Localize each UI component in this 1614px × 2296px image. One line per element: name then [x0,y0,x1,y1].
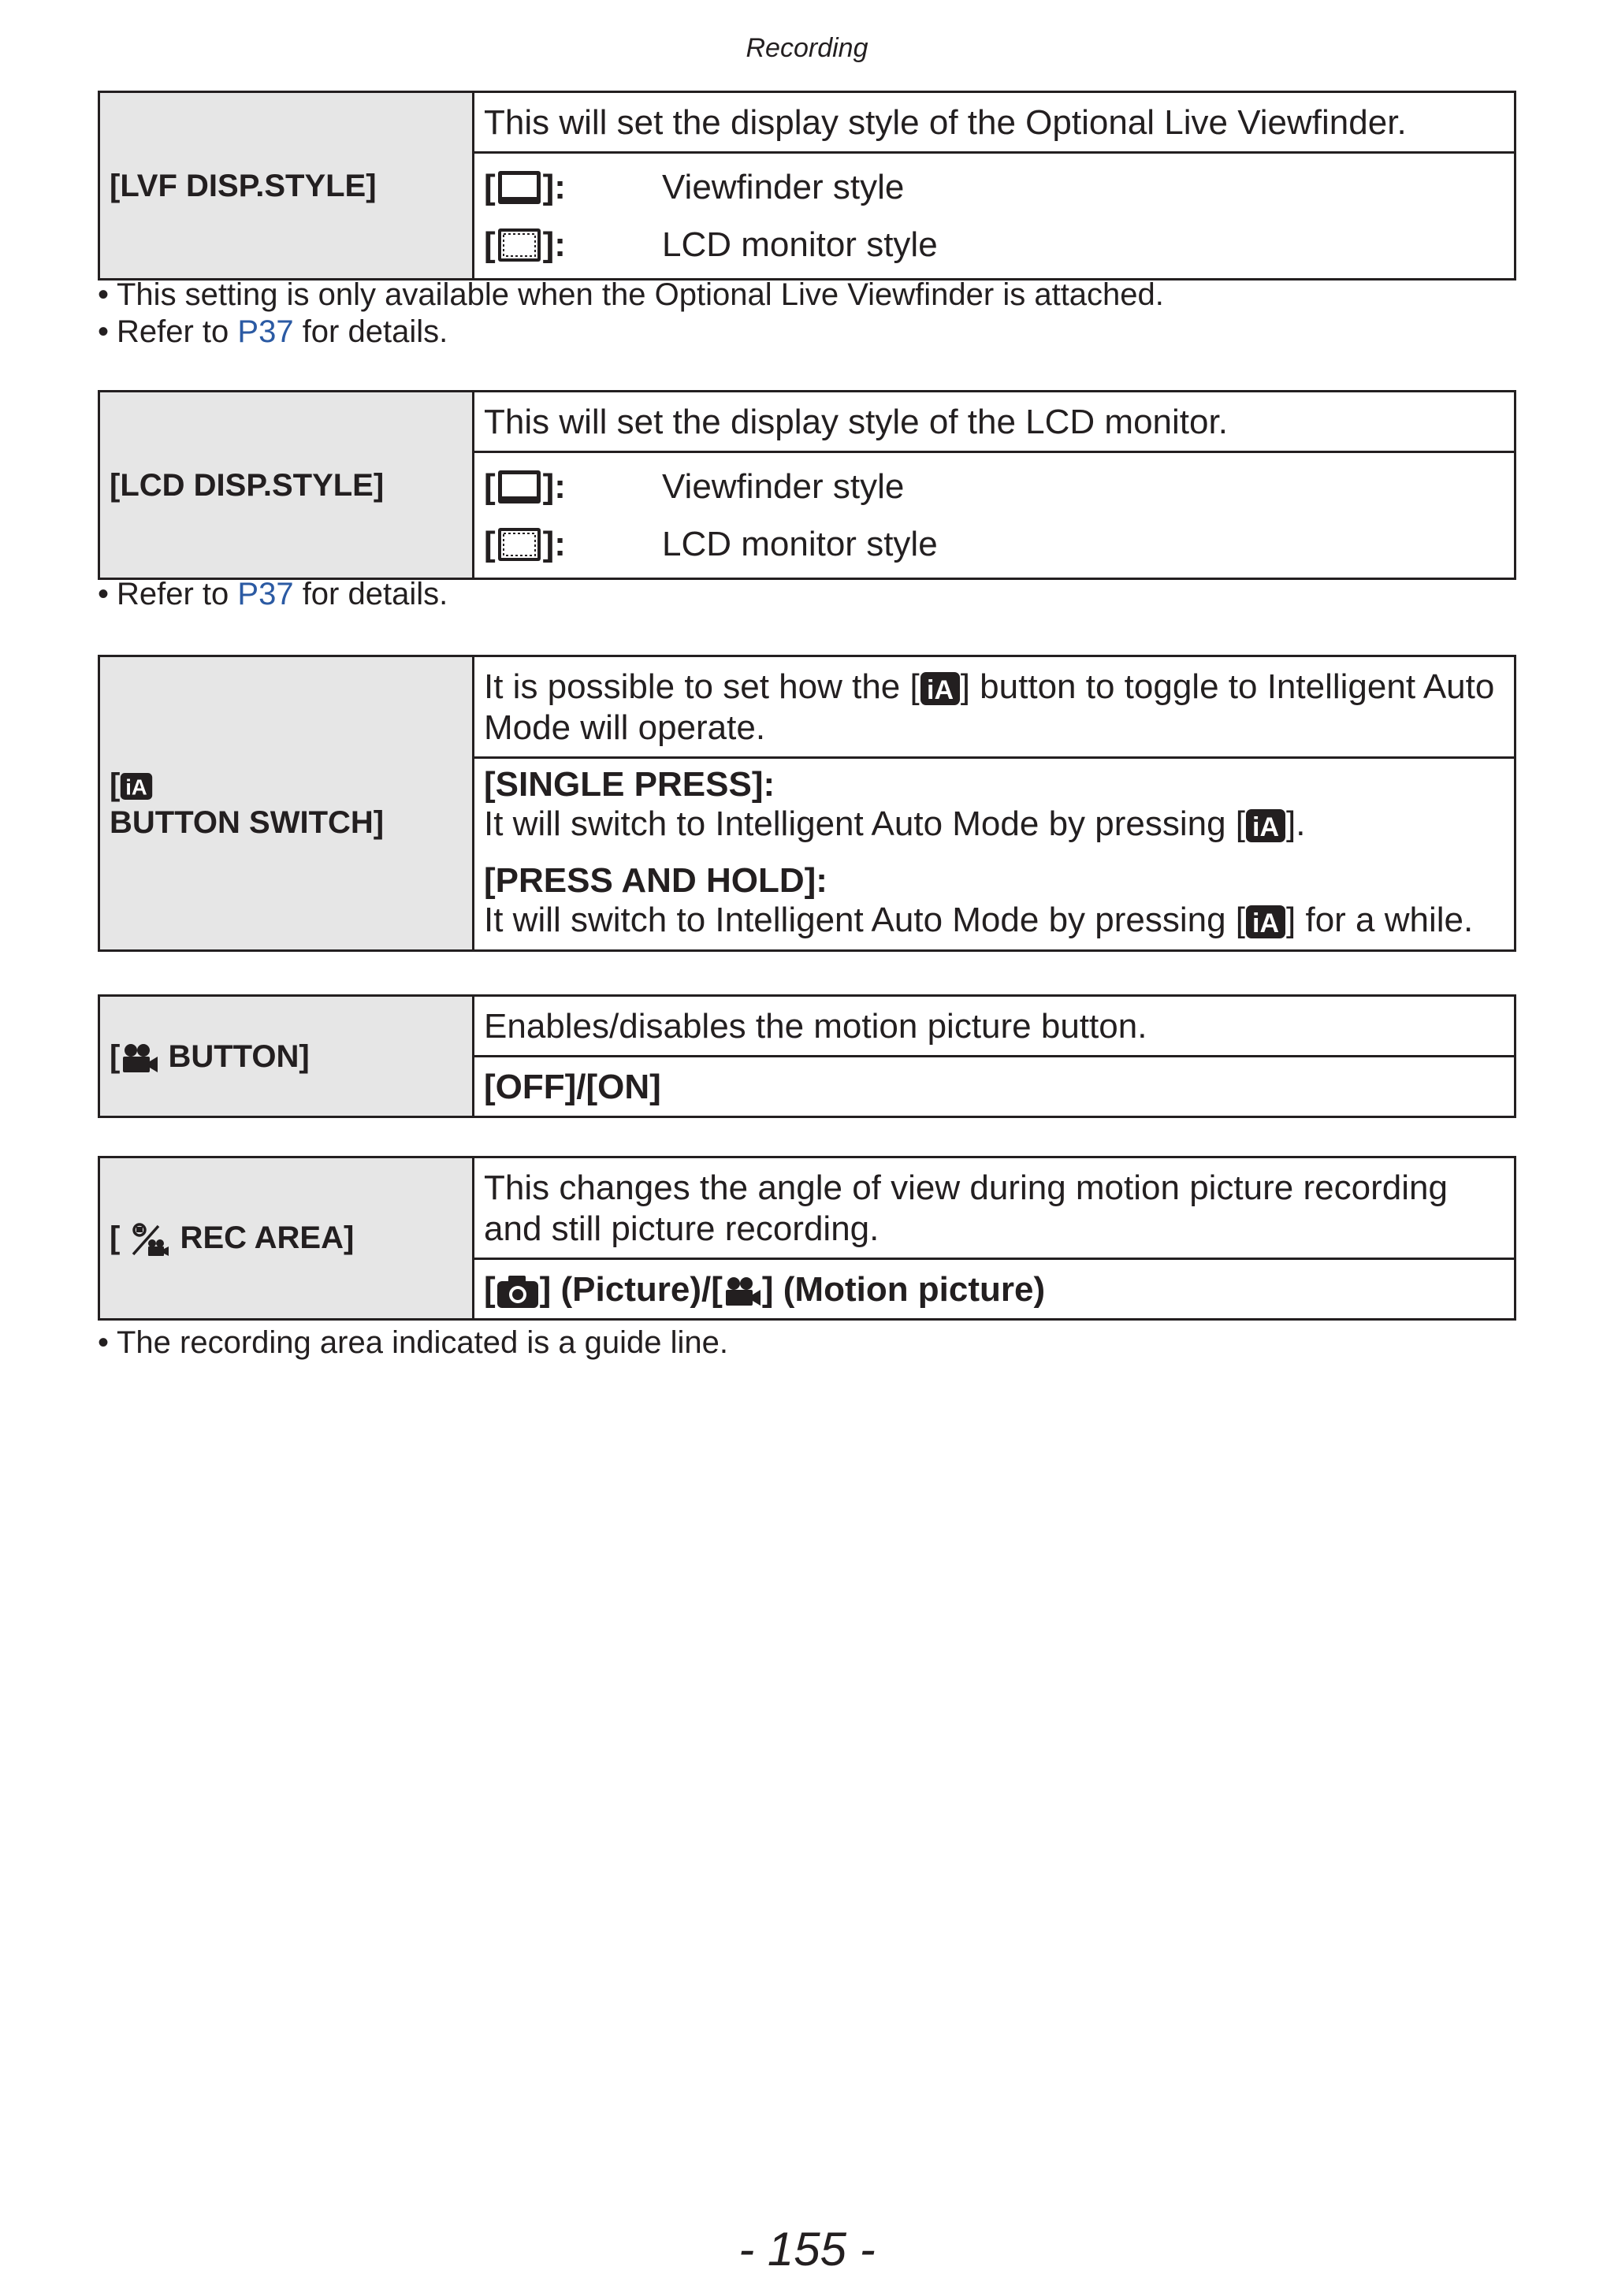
rec-area-icon [128,1221,171,1258]
camera-icon [496,1273,540,1310]
option-label: Viewfinder style [662,466,905,506]
note-item: • Refer to P37 for details. [98,314,448,349]
note-list [98,576,448,613]
motion-picture-icon [723,1276,762,1307]
setting-description: Enables/disables the motion picture button. [474,996,1515,1057]
ia-button-switch-table [98,655,1516,952]
intelligent-auto-icon [120,772,153,801]
page-link-p37[interactable]: P37 [237,314,294,349]
motion-picture-button-table [98,994,1516,1118]
setting-description: It is possible to set how the [ ] button to toggle to Intelligent Auto Mode will operate. [474,656,1515,758]
option-title: [PRESS AND HOLD]: [484,861,827,900]
viewfinder-style-icon [496,169,543,206]
setting-options: [OFF]/[ON] [474,1057,1515,1117]
setting-options [474,153,1515,280]
option-row: [ ]: LCD monitor style [484,216,1504,273]
intelligent-auto-icon [920,671,961,706]
rec-area-table [98,1156,1516,1321]
option-text: It will switch to Intelligent Auto Mode by pressing [ ] for a while. [484,901,1474,939]
note-list [98,1324,728,1362]
option-row: [ ]: Viewfinder style [484,458,1504,515]
setting-description: This changes the angle of view during motion picture recording and still picture recording. [474,1157,1515,1259]
option-row: [ ]: Viewfinder style [484,158,1504,216]
option-row: [ ]: LCD monitor style [484,515,1504,573]
setting-name: [LCD DISP.STYLE] [99,392,474,579]
setting-name: [ BUTTON] [99,996,474,1117]
setting-options: [ ] (Picture)/[ ] (Motion picture) [474,1259,1515,1320]
setting-description: This will set the display style of the LCD monitor. [474,392,1515,452]
option-label: LCD monitor style [662,524,938,563]
page-number: - 155 - [738,2223,876,2276]
viewfinder-style-icon [496,468,543,506]
option-title: [SINGLE PRESS]: [484,765,775,804]
intelligent-auto-icon [1245,808,1286,843]
option-label: Viewfinder style [662,167,905,206]
motion-picture-icon [120,1042,159,1074]
intelligent-auto-icon [1245,905,1286,939]
page-link-p37[interactable]: P37 [237,577,294,611]
setting-name: [ REC AREA] [99,1157,474,1320]
lcd-monitor-style-icon [496,226,543,264]
setting-name: [ BUTTON SWITCH] [99,656,474,951]
note-item: • This setting is only available when the Optional Live Viewfinder is attached. [98,277,1164,312]
note-item: • Refer to P37 for details. [98,577,448,611]
lcd-disp-style-table [98,390,1516,580]
option-text: It will switch to Intelligent Auto Mode by pressing [ ]. [484,804,1306,843]
setting-name: [LVF DISP.STYLE] [99,92,474,280]
lcd-monitor-style-icon [496,526,543,563]
setting-description: This will set the display style of the Optional Live Viewfinder. [474,92,1515,153]
lvf-disp-style-table [98,91,1516,280]
note-list [98,277,1164,351]
setting-options [474,758,1515,951]
setting-options [474,452,1515,579]
page-header: Recording [746,33,868,63]
option-label: LCD monitor style [662,225,938,264]
note-item: • The recording area indicated is a guide line. [98,1325,729,1360]
